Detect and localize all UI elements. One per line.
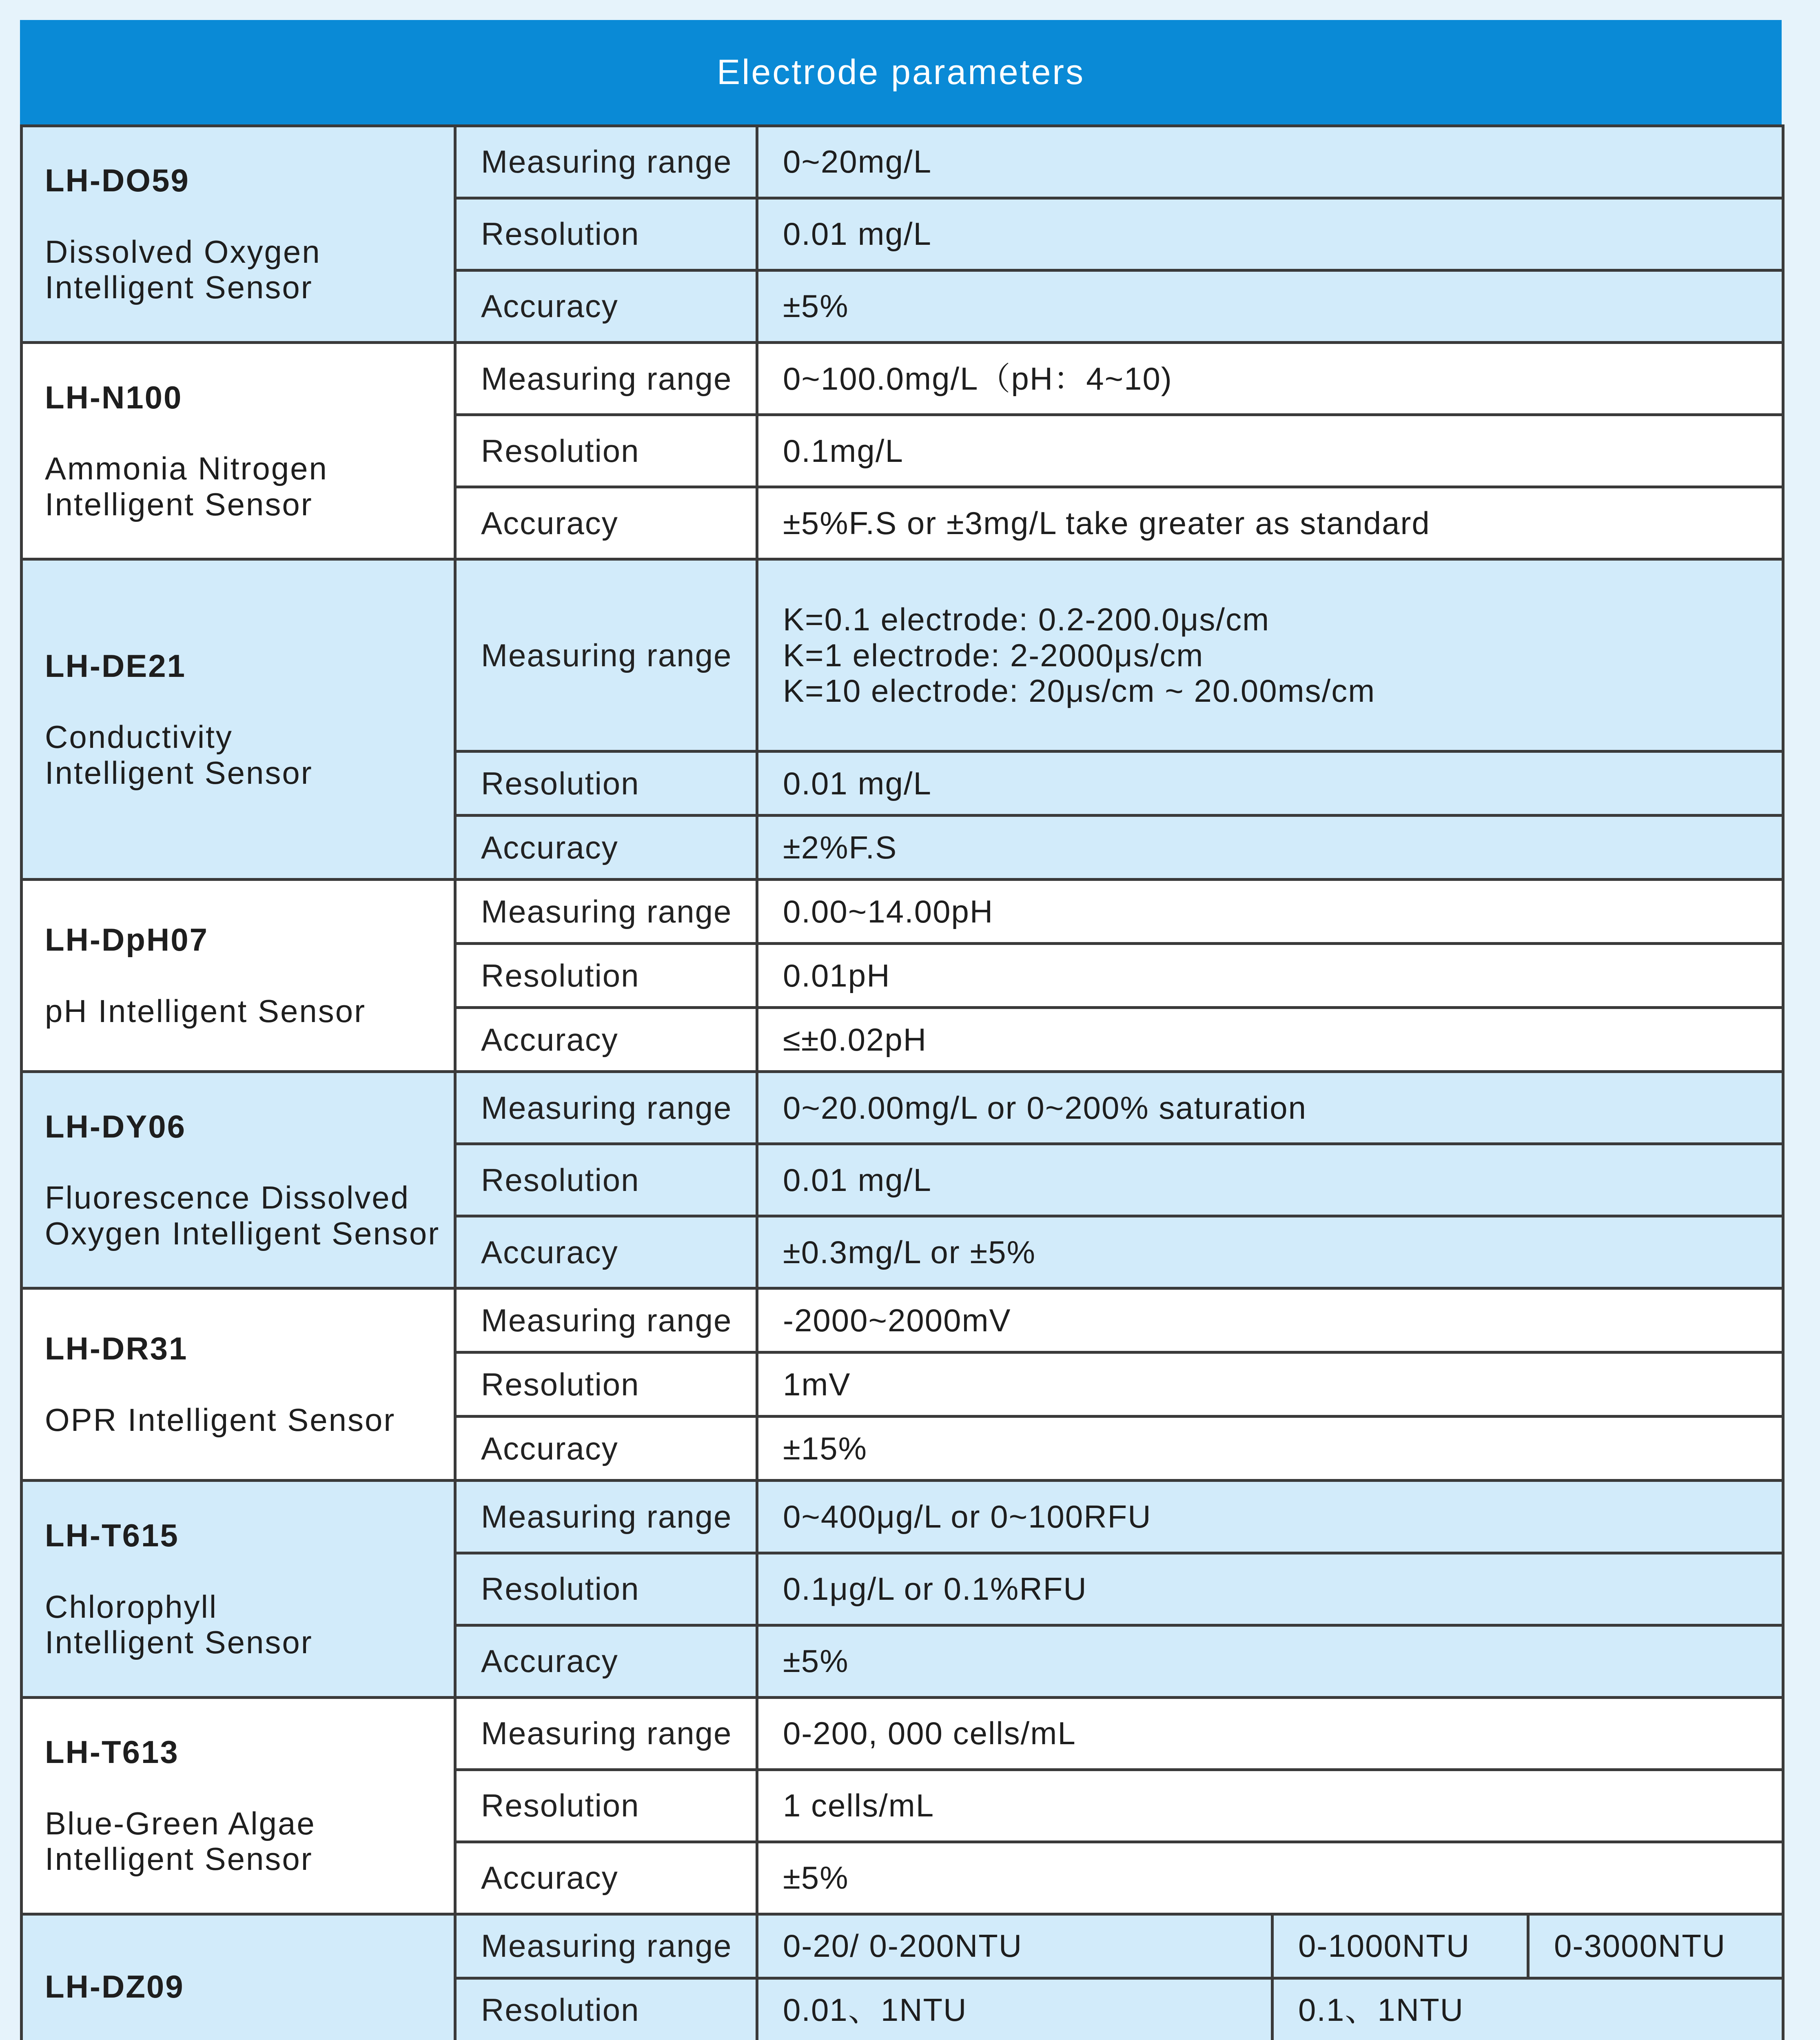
sensor-cell <box>22 1914 455 2040</box>
table-row <box>22 559 1783 752</box>
param-value: K=0.1 electrode: 0.2-200.0μs/cm K=1 electrode: 2-2000μs/cm K=10 electrode: 20μs/cm ~ 20.00ms/cm <box>757 559 1783 752</box>
table-row <box>22 1072 1783 1144</box>
param-value: 0.01、1NTU <box>757 1978 1272 2040</box>
sensor-model: LH-DR31 <box>45 1330 188 1367</box>
param-label: Resolution <box>455 1144 757 1216</box>
param-value: 0.1、1NTU <box>1272 1978 1783 2040</box>
electrode-parameters-table <box>20 124 1785 2040</box>
param-value: 0~20.00mg/L or 0~200% saturation <box>757 1072 1783 1144</box>
param-value: 0.01 mg/L <box>757 1144 1783 1216</box>
sensor-cell <box>22 1481 455 1697</box>
param-value: 0-200, 000 cells/mL <box>757 1697 1783 1769</box>
param-label: Accuracy <box>455 1842 757 1914</box>
param-value: ±5%F.S or ±3mg/L take greater as standard <box>757 487 1783 559</box>
param-value: 1mV <box>757 1353 1783 1417</box>
param-label: Accuracy <box>455 271 757 343</box>
param-label: Accuracy <box>455 1008 757 1072</box>
param-label: Accuracy <box>455 1216 757 1288</box>
sensor-model: LH-DY06 <box>45 1108 186 1144</box>
param-value: 0.00~14.00pH <box>757 880 1783 944</box>
param-label: Accuracy <box>455 487 757 559</box>
sensor-model: LH-DO59 <box>45 162 190 199</box>
param-value: ±15% <box>757 1417 1783 1481</box>
param-value: 0.1μg/L or 0.1%RFU <box>757 1553 1783 1625</box>
param-value: ±0.3mg/L or ±5% <box>757 1216 1783 1288</box>
param-label: Accuracy <box>455 1625 757 1697</box>
param-label: Measuring range <box>455 559 757 752</box>
sensor-model: LH-DpH07 <box>45 922 209 958</box>
param-label: Measuring range <box>455 1072 757 1144</box>
sensor-model: LH-N100 <box>45 379 183 415</box>
param-value: 0.01 mg/L <box>757 752 1783 816</box>
sensor-cell <box>22 1072 455 1288</box>
sensor-model: LH-DZ09 <box>45 1969 184 2005</box>
param-label: Resolution <box>455 944 757 1008</box>
param-label: Resolution <box>455 415 757 487</box>
parameters-sheet <box>20 20 1782 2040</box>
sensor-cell <box>22 1697 455 1914</box>
param-label: Measuring range <box>455 1914 757 1978</box>
param-label: Resolution <box>455 1978 757 2040</box>
param-label: Resolution <box>455 1553 757 1625</box>
table-row <box>22 343 1783 415</box>
sensor-cell <box>22 880 455 1072</box>
sensor-model: LH-T613 <box>45 1734 179 1770</box>
param-label: Measuring range <box>455 343 757 415</box>
param-label: Measuring range <box>455 1481 757 1553</box>
sensor-description: OPR Intelligent Sensor <box>45 1402 396 1438</box>
sensor-description: Dissolved Oxygen Intelligent Sensor <box>45 234 321 306</box>
sensor-description: Fluorescence Dissolved Oxygen Intelligent Sensor <box>45 1180 440 1251</box>
param-value: ±2%F.S <box>757 816 1783 880</box>
table-row <box>22 126 1783 198</box>
param-label: Resolution <box>455 1353 757 1417</box>
param-value: 0-1000NTU <box>1272 1914 1528 1978</box>
sensor-cell <box>22 559 455 880</box>
param-label: Accuracy <box>455 1417 757 1481</box>
param-value: 0-3000NTU <box>1528 1914 1783 1978</box>
param-value: 1 cells/mL <box>757 1769 1783 1842</box>
param-value: 0~400μg/L or 0~100RFU <box>757 1481 1783 1553</box>
param-label: Measuring range <box>455 1697 757 1769</box>
param-label: Measuring range <box>455 880 757 944</box>
sensor-cell <box>22 126 455 343</box>
param-value: ±5% <box>757 1625 1783 1697</box>
sensor-description: pH Intelligent Sensor <box>45 993 366 1029</box>
param-label: Accuracy <box>455 816 757 880</box>
param-value: 0.01pH <box>757 944 1783 1008</box>
table-row <box>22 1914 1783 1978</box>
table-row <box>22 880 1783 944</box>
sensor-model: LH-DE21 <box>45 647 186 684</box>
table-title: Electrode parameters <box>20 20 1782 124</box>
sensor-cell <box>22 343 455 559</box>
sensor-model: LH-T615 <box>45 1517 179 1553</box>
sensor-cell <box>22 1288 455 1481</box>
sensor-description: Ammonia Nitrogen Intelligent Sensor <box>45 450 328 522</box>
table-row <box>22 1288 1783 1353</box>
param-label: Resolution <box>455 752 757 816</box>
param-label: Measuring range <box>455 1288 757 1353</box>
sensor-description: Chlorophyll Intelligent Sensor <box>45 1588 313 1660</box>
param-value: -2000~2000mV <box>757 1288 1783 1353</box>
param-value: 0-20/ 0-200NTU <box>757 1914 1272 1978</box>
param-label: Measuring range <box>455 126 757 198</box>
param-value: 0~20mg/L <box>757 126 1783 198</box>
param-label: Resolution <box>455 198 757 271</box>
table-row <box>22 1481 1783 1553</box>
param-value: ±5% <box>757 271 1783 343</box>
param-value: 0.1mg/L <box>757 415 1783 487</box>
param-value: ≤±0.02pH <box>757 1008 1783 1072</box>
table-row <box>22 1697 1783 1769</box>
param-value: 0.01 mg/L <box>757 198 1783 271</box>
param-value: 0~100.0mg/L（pH：4~10) <box>757 343 1783 415</box>
param-value: ±5% <box>757 1842 1783 1914</box>
sensor-description: Conductivity Intelligent Sensor <box>45 719 313 791</box>
param-label: Resolution <box>455 1769 757 1842</box>
sensor-description: Blue-Green Algae Intelligent Sensor <box>45 1805 316 1877</box>
